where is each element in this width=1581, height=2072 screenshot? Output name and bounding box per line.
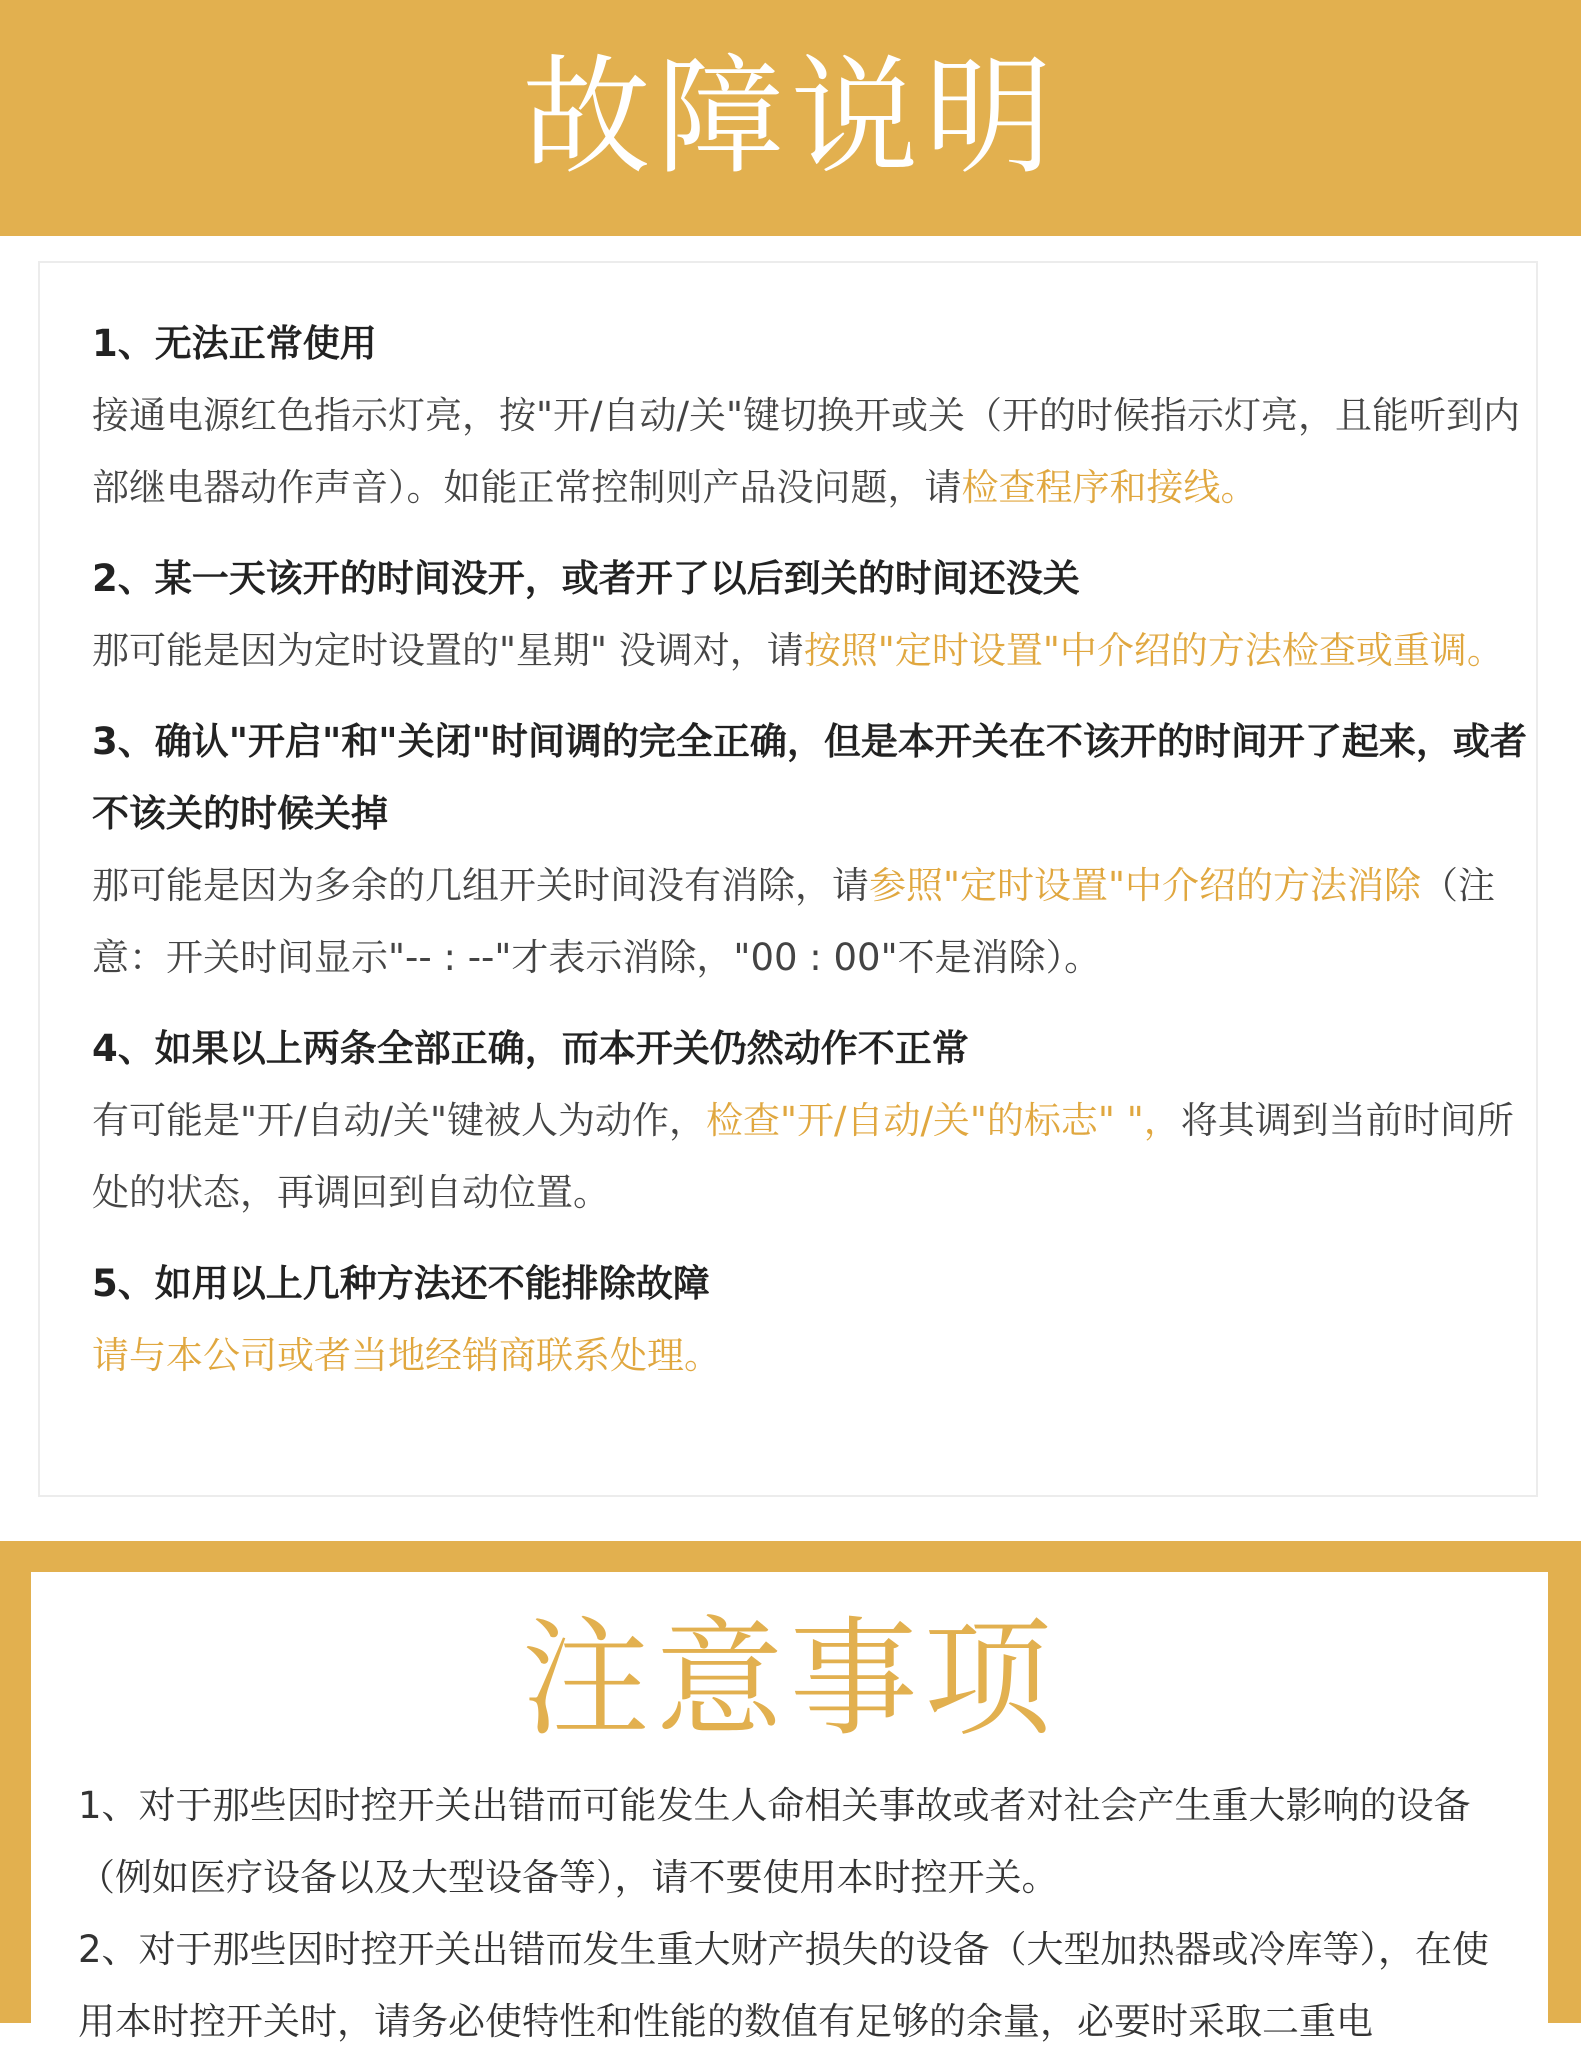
notice-item: 2、对于那些因时控开关出错而发生重大财产损失的设备（大型加热器或冷库等），在使用本时控开关时，请务必使特性和性能的数值有足够的余量，必要时采取二重电 [78,1928,1490,2043]
fault-item-text [92,1320,1532,1392]
fault-highlight-text: 请与本公司或者当地经销商联系处理。 [92,1334,721,1377]
header-banner [0,0,1581,236]
fault-highlight-text: 按照"定时设置"中介绍的方法检查或重调。 [803,629,1504,672]
fault-item [92,1013,1532,1229]
fault-highlight-text: 检查程序和接线。 [961,466,1258,509]
fault-body-text: 将其调到当前时间所处的状态，再调回到自动位置。 [92,1099,1514,1214]
fault-body-text: 有可能是"开/自动/关"键被人为动作， [92,1099,706,1142]
fault-highlight-text: 参照"定时设置"中介绍的方法消除 [869,864,1422,907]
fault-item [92,706,1532,994]
fault-list [92,308,1532,1411]
fault-item [92,308,1532,524]
fault-body-text: 那可能是因为定时设置的"星期" 没调对，请 [92,629,804,672]
fault-highlight-text: 检查"开/自动/关"的标志" "， [705,1099,1181,1142]
notice-item: 1、对于那些因时控开关出错而可能发生人命相关事故或者对社会产生重大影响的设备（例如医疗设备以及大型设备等），请不要使用本时控开关。 [78,1784,1471,1899]
notice-title: 注意事项 [521,1605,1058,1754]
fault-item-text [92,380,1532,524]
fault-item-title: 1、无法正常使用 [92,322,377,365]
fault-item-title: 3、确认"开启"和"关闭"时间调的完全正确，但是本开关在不该开的时间开了起来，或者不该关的时候关掉 [92,720,1527,835]
fault-item-title: 5、如用以上几种方法还不能排除故障 [92,1262,710,1305]
fault-item [92,1248,1532,1392]
fault-item-title: 2、某一天该开的时间没开，或者开了以后到关的时间还没关 [92,557,1080,600]
fault-body-text: 那可能是因为多余的几组开关时间没有消除，请 [92,864,869,907]
fault-body-text: 接通电源红色指示灯亮，按"开/自动/关"键切换开或关（开的时候指示灯亮，且能听到内部继电器动作声音）。如能正常控制则产品没问题，请 [92,394,1520,509]
page-title: 故障说明 [522,43,1059,192]
fault-item-title: 4、如果以上两条全部正确，而本开关仍然动作不正常 [92,1027,969,1070]
notice-card [31,1572,1548,2072]
notice-list [78,1770,1518,2058]
fault-body-text: （注意：开关时间显示"-- : --"才表示消除，"00 : 00"不是消除）。 [92,864,1496,979]
fault-description-card [38,261,1538,1497]
notice-section [0,1541,1581,2043]
fault-item-text [92,615,1532,687]
fault-item-text [92,1085,1532,1229]
fault-item [92,543,1532,687]
fault-item-text [92,850,1532,994]
